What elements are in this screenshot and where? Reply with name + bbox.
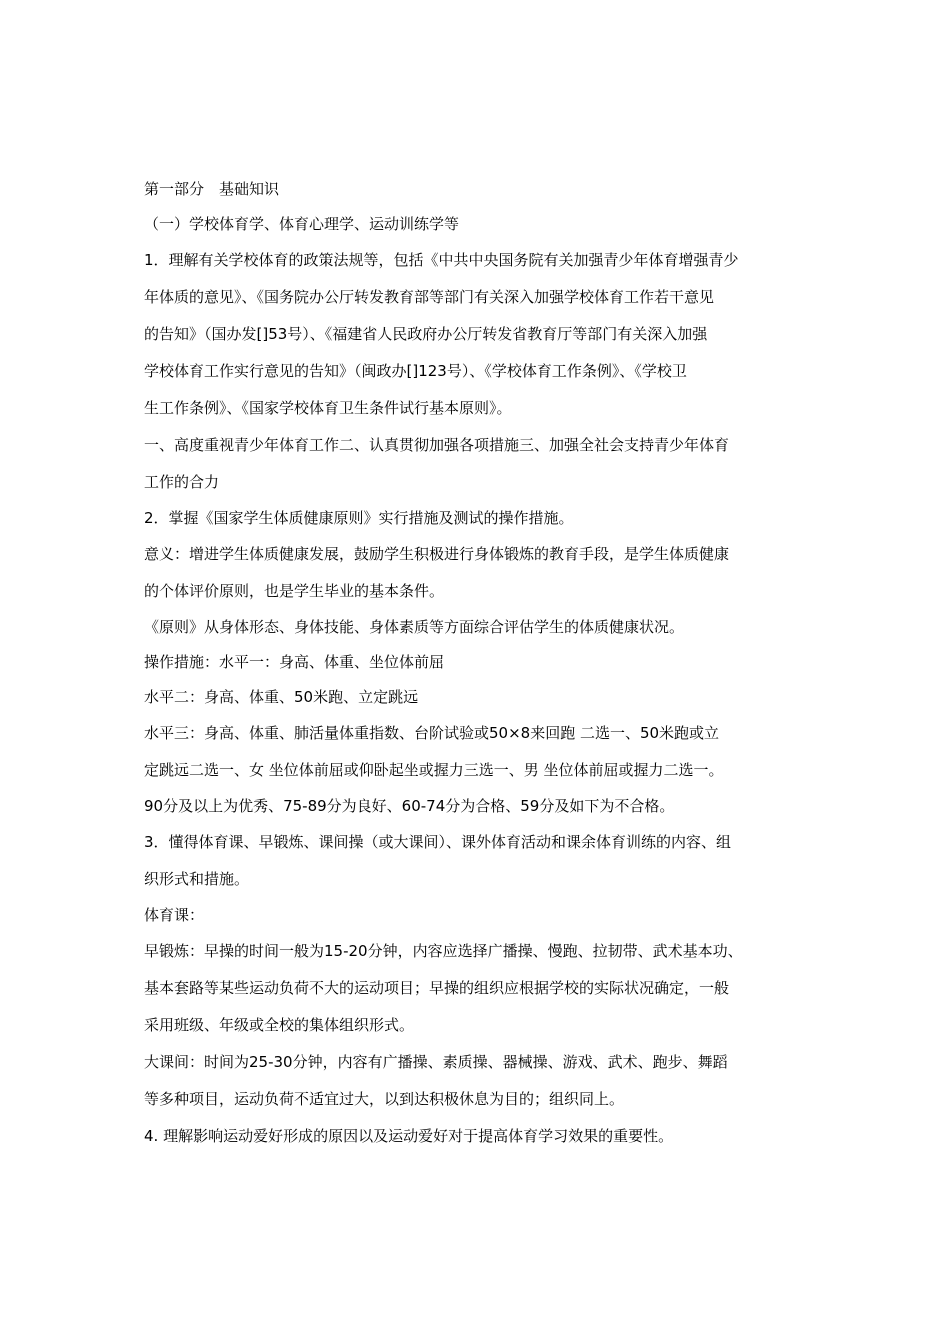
paragraph-line: 2．掌握《国家学生体质健康原则》实行措施及测试的操作措施。 bbox=[144, 509, 574, 527]
paragraph-line: 4. 理解影响运动爱好形成的原因以及运动爱好对于提高体育学习效果的重要性。 bbox=[144, 1127, 674, 1145]
paragraph-line: 1．理解有关学校体育的政策法规等，包括《中共中央国务院有关加强青少年体育增强青少 bbox=[144, 251, 739, 269]
paragraph-line: 学校体育工作实行意见的告知》（闽政办[]123号）、《学校体育工作条例》、《学校卫 bbox=[144, 362, 687, 380]
paragraph-line: 等多种项目，运动负荷不适宜过大，以到达积极休息为目的；组织同上。 bbox=[144, 1090, 625, 1108]
paragraph-line: 大课间：时间为25-30分钟，内容有广播操、素质操、器械操、游戏、武术、跑步、舞蹈 bbox=[144, 1053, 728, 1071]
paragraph-line: 的个体评价原则，也是学生毕业的基本条件。 bbox=[144, 582, 445, 600]
document-body bbox=[144, 172, 814, 1155]
paragraph-line: 基本套路等某些运动负荷不大的运动项目；早操的组织应根据学校的实际状况确定，一般 bbox=[144, 979, 730, 997]
paragraph-line: 3．懂得体育课、早锻炼、课间操（或大课间）、课外体育活动和课余体育训练的内容、组 bbox=[144, 833, 732, 851]
paragraph-line: 意义：增进学生体质健康发展，鼓励学生积极进行身体锻炼的教育手段，是学生体质健康 bbox=[144, 545, 730, 563]
paragraph-line: 生工作条例》、《国家学校体育卫生条件试行基本原则》。 bbox=[144, 399, 512, 417]
paragraph-line: 定跳远二选一、女 坐位体前屈或仰卧起坐或握力三选一、男 坐位体前屈或握力二选一。 bbox=[144, 761, 724, 779]
paragraph-line: 织形式和措施。 bbox=[144, 870, 250, 888]
paragraph-line: 早锻炼：早操的时间一般为15-20分钟，内容应选择广播操、慢跑、拉韧带、武术基本功、 bbox=[144, 942, 743, 960]
paragraph-line: 采用班级、年级或全校的集体组织形式。 bbox=[144, 1016, 415, 1034]
section-heading: 第一部分 基础知识 bbox=[144, 180, 280, 198]
paragraph-line: 年体质的意见》、《国务院办公厅转发教育部等部门有关深入加强学校体育工作若干意见 bbox=[144, 288, 715, 306]
paragraph-line: 的告知》（国办发[]53号）、《福建省人民政府办公厅转发省教育厅等部门有关深入加强 bbox=[144, 325, 708, 343]
paragraph-line: 《原则》从身体形态、身体技能、身体素质等方面综合评估学生的体质健康状况。 bbox=[144, 618, 685, 636]
paragraph-line: 90分及以上为优秀、75-89分为良好、60-74分为合格、59分及如下为不合格。 bbox=[144, 797, 675, 815]
paragraph-line: 工作的合力 bbox=[144, 473, 220, 491]
paragraph-line: 体育课： bbox=[144, 906, 205, 924]
paragraph-line: 水平三：身高、体重、肺活量体重指数、台阶试验或50×8来回跑 二选一、50米跑或立 bbox=[144, 724, 720, 742]
paragraph-line: 水平二：身高、体重、50米跑、立定跳远 bbox=[144, 688, 419, 706]
paragraph-line: 一、高度重视青少年体育工作二、认真贯彻加强各项措施三、加强全社会支持青少年体育 bbox=[144, 436, 730, 454]
subsection-heading: （一）学校体育学、体育心理学、运动训练学等 bbox=[144, 215, 460, 233]
paragraph-line: 操作措施：水平一：身高、体重、坐位体前屈 bbox=[144, 653, 445, 671]
